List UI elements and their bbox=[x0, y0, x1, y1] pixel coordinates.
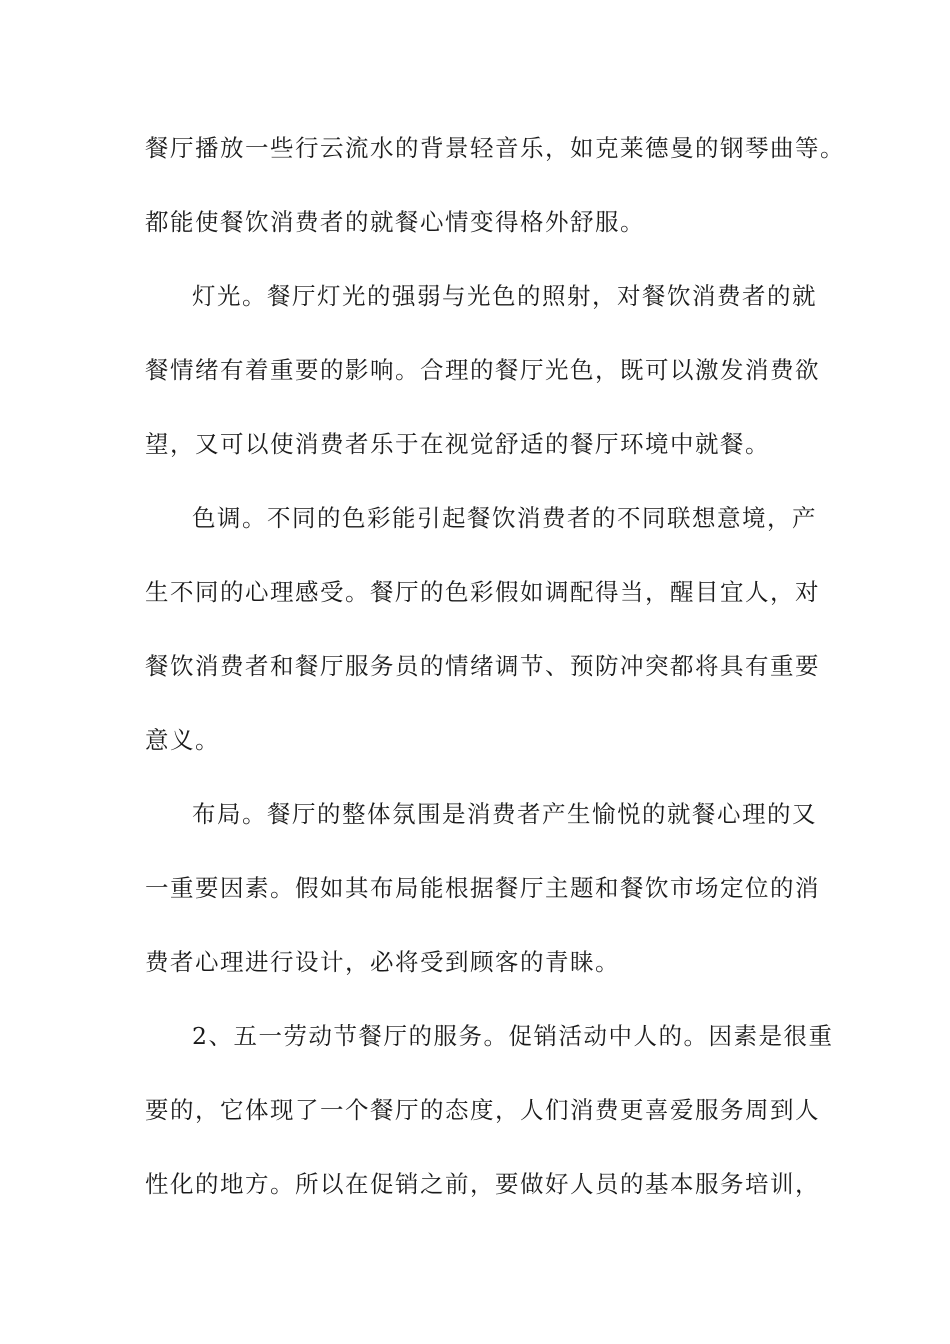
document-body bbox=[145, 128, 845, 1238]
text-line: 生不同的心理感受。餐厅的色彩假如调配得当，醒目宜人，对 bbox=[145, 578, 820, 606]
text-line: 要的，它体现了一个餐厅的态度，人们消费更喜爱服务周到人 bbox=[145, 1096, 820, 1124]
text-line: 一重要因素。假如其布局能根据餐厅主题和餐饮市场定位的消 bbox=[145, 874, 820, 902]
text-line: 性化的地方。所以在促销之前，要做好人员的基本服务培训， bbox=[145, 1170, 820, 1198]
text-line: 色调。不同的色彩能引起餐饮消费者的不同联想意境，产 bbox=[192, 504, 817, 532]
text-line: 望，又可以使消费者乐于在视觉舒适的餐厅环境中就餐。 bbox=[145, 430, 770, 458]
text-line: 餐情绪有着重要的影响。合理的餐厅光色，既可以激发消费欲 bbox=[145, 356, 820, 384]
text-line: 费者心理进行设计，必将受到顾客的青睐。 bbox=[145, 948, 620, 976]
text-line: 餐饮消费者和餐厅服务员的情绪调节、预防冲突都将具有重要 bbox=[145, 652, 820, 680]
text-line: 都能使餐饮消费者的就餐心情变得格外舒服。 bbox=[145, 208, 645, 236]
text-line: 灯光。餐厅灯光的强弱与光色的照射，对餐饮消费者的就 bbox=[192, 282, 817, 310]
text-line: 布局。餐厅的整体氛围是消费者产生愉悦的就餐心理的又 bbox=[192, 800, 817, 828]
text-line: 餐厅播放一些行云流水的背景轻音乐，如克莱德曼的钢琴曲等。 bbox=[145, 134, 845, 162]
text-line: 2、五一劳动节餐厅的服务。促销活动中人的。因素是很重 bbox=[192, 1022, 834, 1050]
text-line: 意义。 bbox=[145, 726, 220, 754]
